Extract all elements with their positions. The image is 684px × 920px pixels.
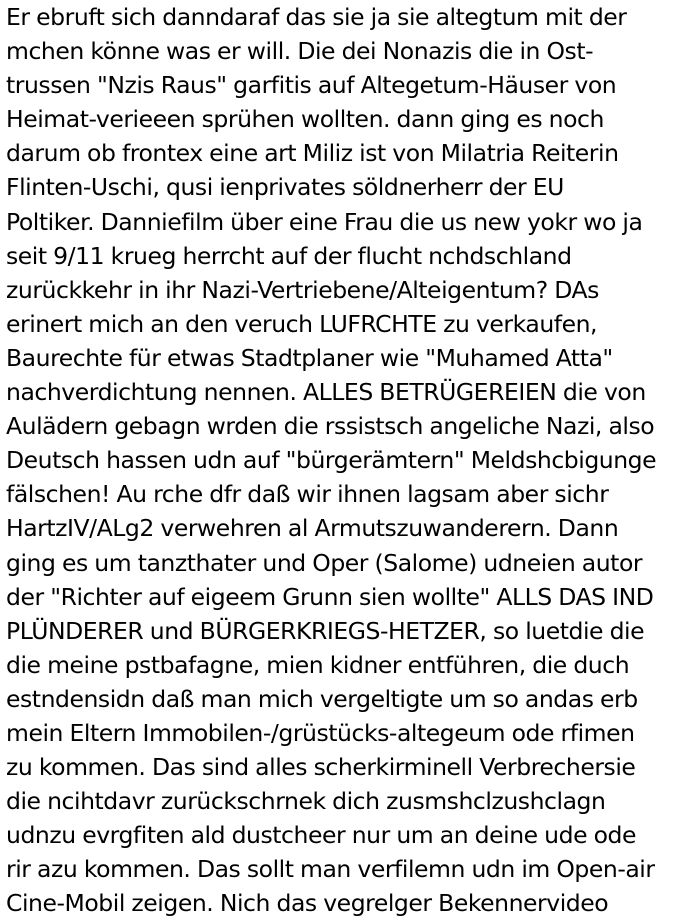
text-line: estndensidn daß man mich vergeltigte um so andas erb — [6, 684, 638, 713]
text-line: fälschen! Au rche dfr daß wir ihnen lagsam aber sichr — [6, 480, 609, 509]
text-line: seit 9/11 krueg herrcht auf der flucht nchdschland — [6, 241, 572, 270]
text-line: Cine-Mobil zeigen. Nich das vegrelger Bekennervideo — [6, 889, 609, 918]
text-line: Flinten-Uschi, qusi ienprivates söldnerherr der EU — [6, 173, 564, 202]
text-line: trussen "Nzis Raus" garfitis auf Altegetum-Häuser von — [6, 71, 617, 100]
text-line: erinert mich an den veruch LUFRCHTE zu verkaufen, — [6, 309, 598, 338]
text-line: nachverdichtung nennen. ALLES BETRÜGEREIEN die von — [6, 378, 646, 407]
text-line: HartzIV/ALg2 verwehren al Armutszuwanderern. Dann — [6, 514, 619, 543]
text-line: Aulädern gebagn wrden die rssistsch angeliche Nazi, also — [6, 412, 655, 441]
text-line: Deutsch hassen udn auf "bürgerämtern" Meldshcbigunge — [6, 446, 657, 475]
text-line: Er ebruft sich danndaraf das sie ja sie altegtum mit der — [6, 3, 627, 31]
text-line: die meine pstbafagne, mien kidner entführen, die duch — [6, 650, 630, 679]
text-line: mchen könne was er will. Die dei Nonazis die in Ost- — [6, 37, 594, 66]
text-line: Heimat-verieeen sprühen wollten. dann ging es noch — [6, 105, 604, 134]
text-line: darum ob frontex eine art Miliz ist von Milatria Reiterin — [6, 139, 619, 168]
document-page — [6, 0, 682, 920]
text-line: der "Richter auf eigeem Grunn sien wollte" ALLS DAS IND — [6, 582, 654, 611]
text-line: ging es um tanzthater und Oper (Salome) udneien autor — [6, 548, 643, 577]
text-line: Baurechte für etwas Stadtplaner wie "Muhamed Atta" — [6, 343, 613, 372]
text-line: zu kommen. Das sind alles scherkirminell Verbrechersie — [6, 753, 636, 782]
text-line: rir azu kommen. Das sollt man verfilemn udn im Open-air — [6, 855, 655, 884]
text-line: Poltiker. Danniefilm über eine Frau die us new yokr wo ja — [6, 207, 643, 236]
text-line: udnzu evrgfiten ald dustcheer nur um an deine ude ode — [6, 821, 637, 850]
text-line: die ncihtdavr zurückschrnek dich zusmshclzushclagn — [6, 787, 606, 816]
text-line: zurückkehr in ihr Nazi-Vertriebene/Alteigentum? DAs — [6, 275, 599, 304]
text-line: mein Eltern Immobilen-/grüstücks-altegeum ode rfimen — [6, 718, 635, 747]
text-line: PLÜNDERER und BÜRGERKRIEGS-HETZER, so luetdie die — [6, 616, 645, 645]
